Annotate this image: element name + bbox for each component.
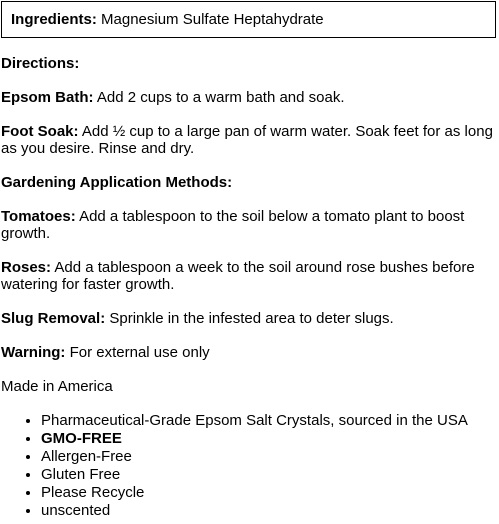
- epsom-bath-paragraph: [1, 89, 495, 106]
- foot-soak-text: Add ½ cup to a large pan of warm water. Soak feet for as long as you desire. Rinse and dry.: [1, 123, 493, 157]
- warning-text: For external use only: [69, 344, 210, 361]
- slug-removal-paragraph: [1, 310, 495, 327]
- ingredients-label: Ingredients:: [11, 11, 97, 28]
- slug-removal-label: Slug Removal:: [1, 310, 106, 327]
- roses-paragraph: [1, 259, 495, 293]
- list-item: • Pharmaceutical-Grade Epsom Salt Crystals, sourced in the USA: [41, 412, 495, 430]
- tomatoes-paragraph: [1, 208, 495, 242]
- list-item: • GMO-FREE: [41, 430, 495, 448]
- list-item: • Gluten Free: [41, 466, 495, 484]
- list-item: • Allergen-Free: [41, 448, 495, 466]
- foot-soak-paragraph: [1, 123, 495, 157]
- warning-paragraph: [1, 344, 495, 361]
- origin-text: Made in America: [1, 378, 113, 395]
- list-item: • Please Recycle: [41, 484, 495, 502]
- roses-label: Roses:: [1, 259, 52, 276]
- product-description: [1, 55, 495, 520]
- epsom-bath-text: Add 2 cups to a warm bath and soak.: [96, 89, 345, 106]
- slug-removal-text: Sprinkle in the infested area to deter slugs.: [109, 310, 394, 327]
- ingredients-box: [1, 1, 496, 38]
- feature-list: [1, 412, 495, 520]
- roses-text: Add a tablespoon a week to the soil around rose bushes before watering for faster growth.: [1, 259, 475, 293]
- directions-heading: Directions:: [1, 55, 80, 72]
- list-item: • unscented: [41, 502, 495, 520]
- gardening-heading: Gardening Application Methods:: [1, 174, 233, 191]
- warning-label: Warning:: [1, 344, 66, 361]
- epsom-bath-label: Epsom Bath:: [1, 89, 94, 106]
- ingredients-value: Magnesium Sulfate Heptahydrate: [101, 11, 324, 28]
- foot-soak-label: Foot Soak:: [1, 123, 79, 140]
- tomatoes-label: Tomatoes:: [1, 208, 76, 225]
- tomatoes-text: Add a tablespoon to the soil below a tomato plant to boost growth.: [1, 208, 465, 242]
